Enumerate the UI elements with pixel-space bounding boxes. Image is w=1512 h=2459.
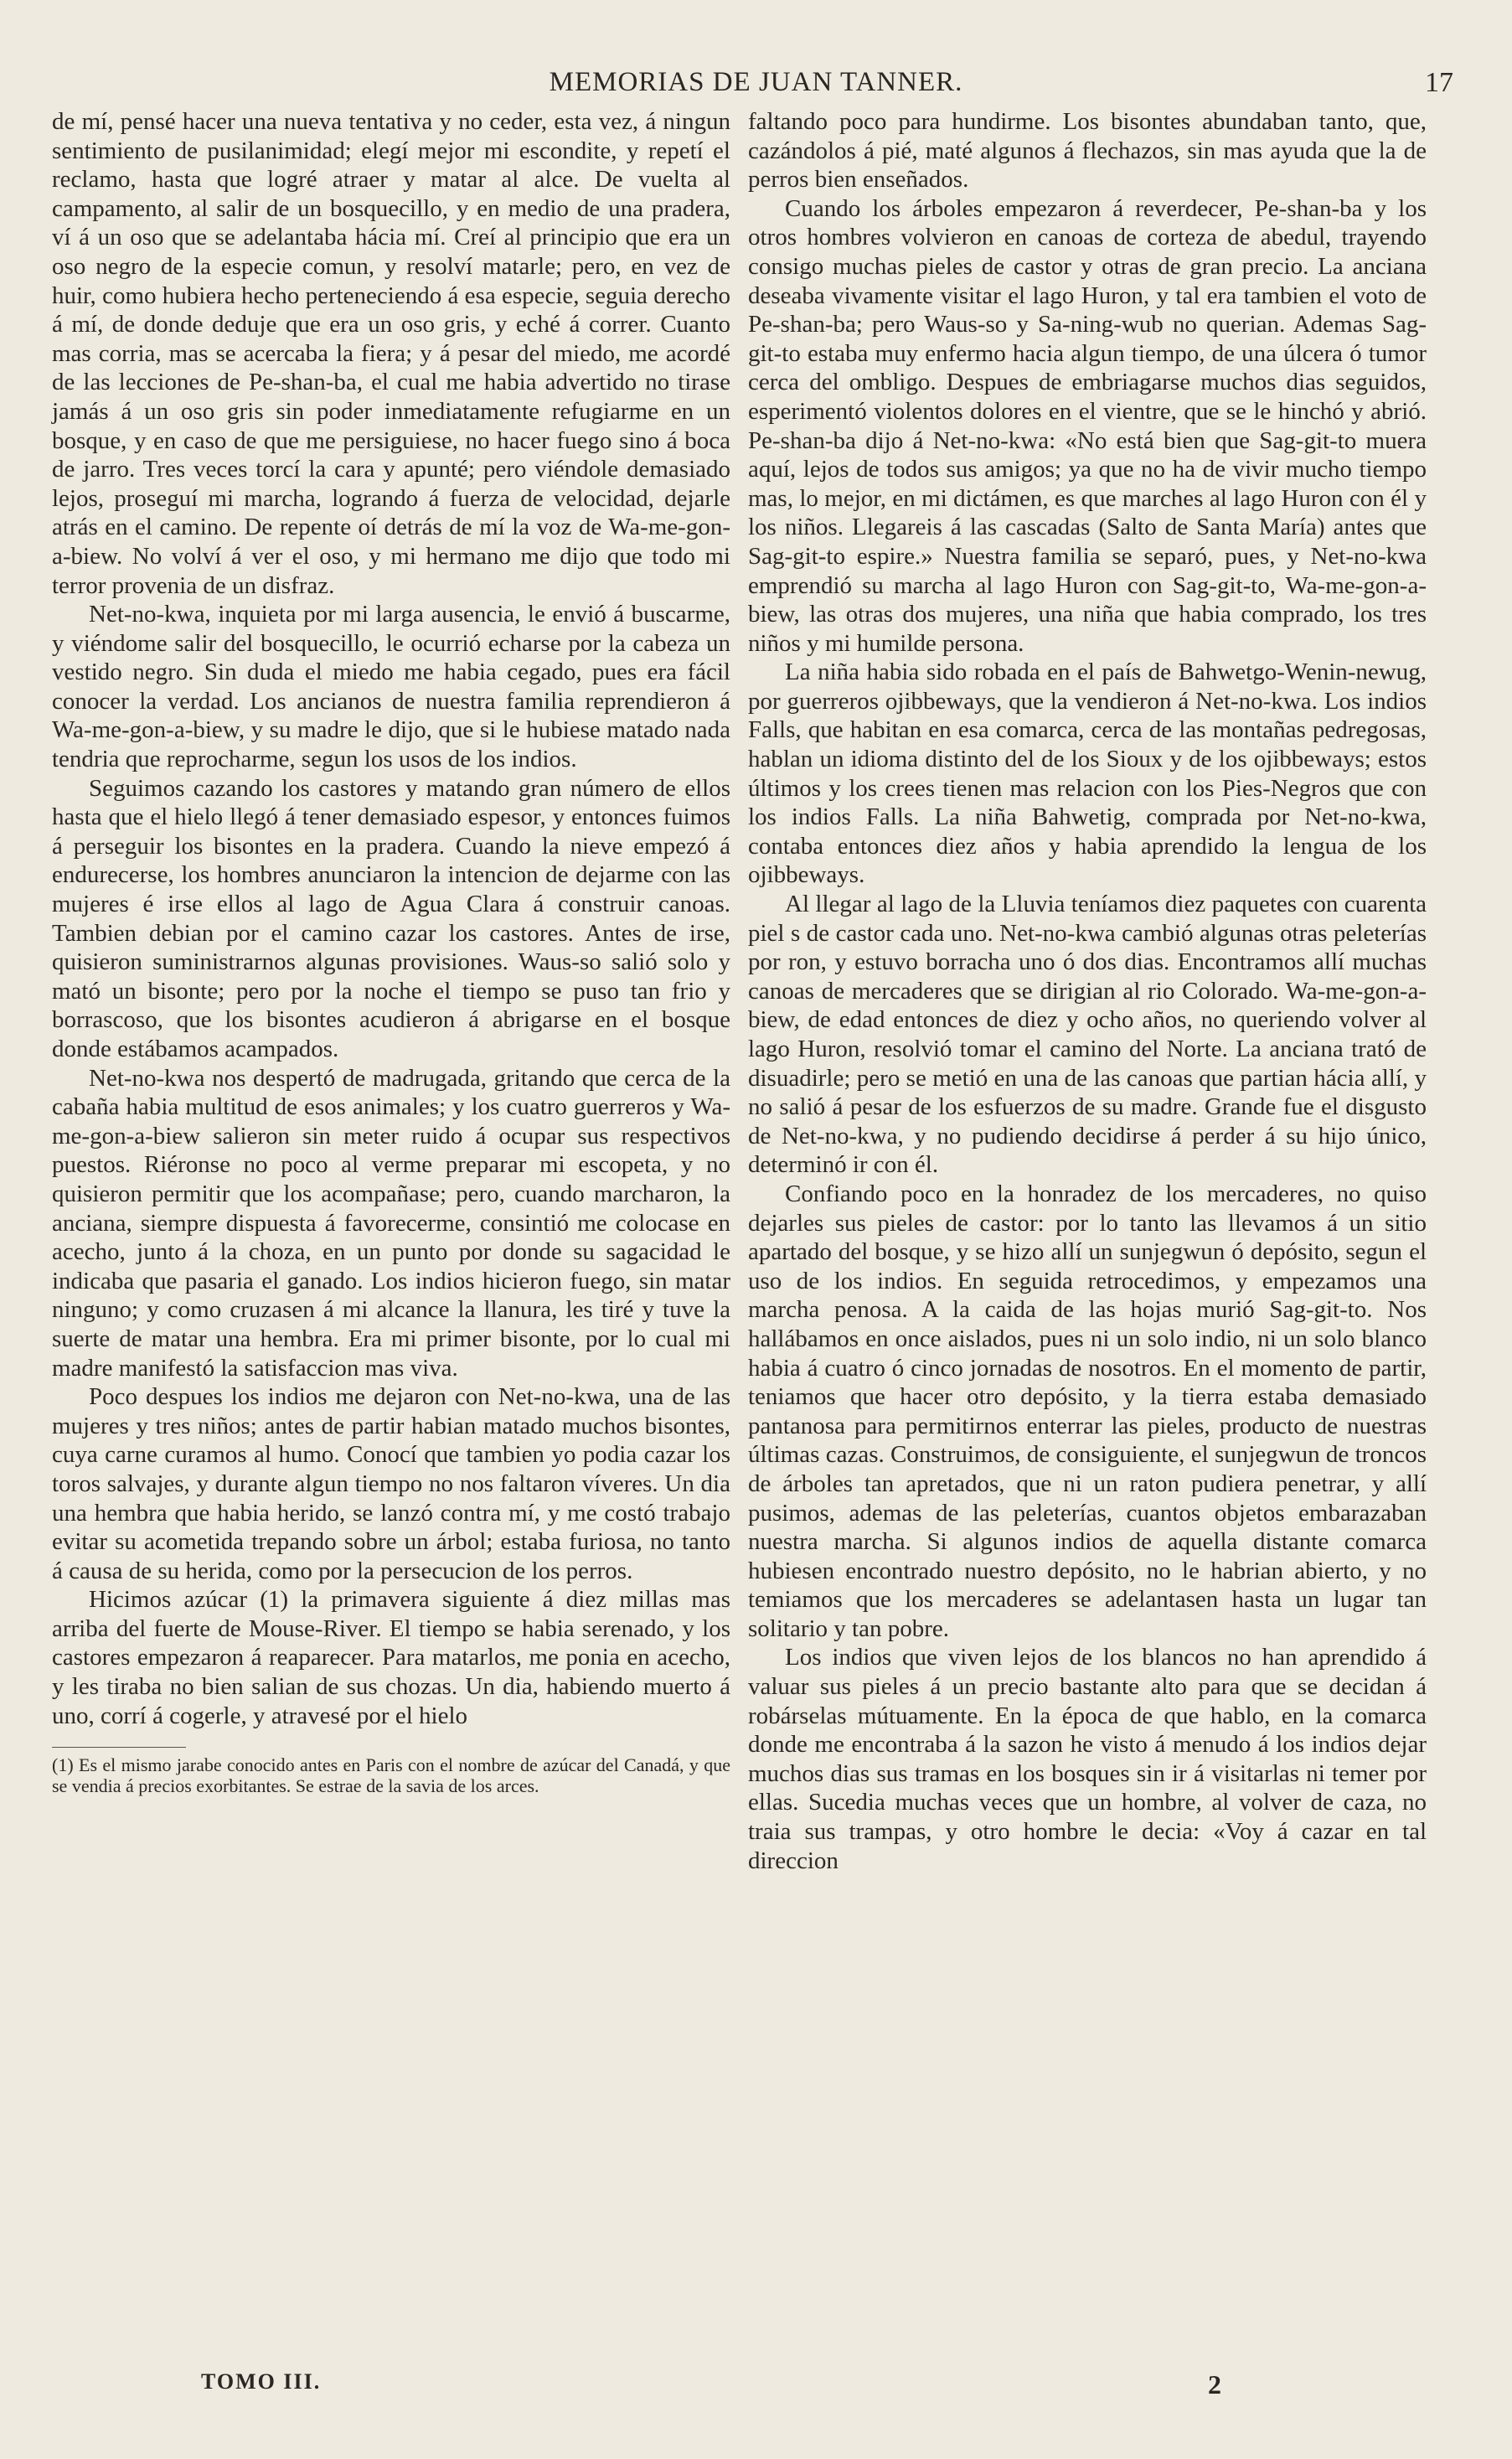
paragraph: Net-no-kwa nos despertó de madrugada, gritando que cerca de la cabaña habia multitud de esos animales; y los cuatro guerreros y Wa-me-gon-a-biew salieron sin meter ruido á ocupar sus respectivos puestos. Riéronse no poco al verme preparar mi escopeta, y no quisieron permitir que los acompañase; pero, cuando marcharon, la anciana, siempre dispuesta á favorecerme, consintió me colocase en acecho, junto á la choza, en un punto por donde su sagacidad le indicaba que pasaria el ganado. Los indios hicieron fuego, sin matar ninguno; y como cruzasen á mi alcance la llanura, les tiré y tuve la suerte de matar una hembra. Era mi primer bisonte, por lo cual mi madre manifestó la satisfaccion mas viva.: [52, 1064, 730, 1382]
running-title: MEMORIAS DE JUAN TANNER.: [549, 67, 963, 97]
right-column: [748, 107, 1427, 2353]
paragraph: Al llegar al lago de la Lluvia teníamos diez paquetes con cuarenta piel s de castor cada uno. Net-no-kwa cambió algunas otras peleterías por ron, y estuvo borracha uno ó dos dias. Encontramos allí muchas canoas de mercaderes que se dirigian al rio Colorado. Wa-me-gon-a-biew, de edad entonces de diez y ocho años, no queriendo volver al lago Huron, resolvió tomar el camino del Norte. La anciana trató de disuadirle; pero se metió en una de las canoas que partian hácia allí, y no salió á pesar de los esfuerzos de su madre. Grande fue el disgusto de Net-no-kwa, y no pudiendo decidirse á perder á su hijo único, determinó ir con él.: [748, 891, 1427, 1179]
paragraph: Poco despues los indios me dejaron con Net-no-kwa, una de las mujeres y tres niños; antes de partir habian matado muchos bisontes, cuya carne curamos al humo. Conocí que tambien yo podia cazar los toros salvajes, y durante algun tiempo no nos faltaron víveres. Un dia una hembra que habia herido, se lanzó contra mí, y me costó trabajo evitar su acometida trepando sobre un árbol; estaba furiosa, no tanto á causa de su herida, como por la persecucion de los perros.: [52, 1383, 730, 1584]
footnote-divider: [52, 1747, 186, 1748]
volume-label: TOMO III.: [201, 2369, 322, 2394]
paragraph: de mí, pensé hacer una nueva tentativa y no ceder, esta vez, á ningun sentimiento de pusilanimidad; elegí mejor mi escondite, y repetí el reclamo, hasta que logré atraer y matar al alce. De vuelta al campamento, al salir de un bosquecillo, y en medio de una pradera, ví á un oso que se adelantaba hácia mí. Creí al principio que era un oso negro de la especie comun, y resolví matarle; pero, en vez de huir, como hubiera hecho perteneciendo á esa especie, seguia derecho á mí, de donde deduje que era un oso gris, y eché á correr. Cuanto mas corria, mas se acercaba la fiera; y á pesar del miedo, me acordé de las lecciones de Pe-shan-ba, el cual me habia advertido no tirase jamás á un oso gris sin poder inmediatamente refugiarme en un bosque, y en caso de que me persiguiese, no hacer fuego sino á boca de jarro. Tres veces torcí la cara y apunté; pero viéndole demasiado lejos, proseguí mi marcha, logrando á fuerza de velocidad, dejarle atrás en el camino. De repente oí detrás de mí la voz de Wa-me-gon-a-biew. No volví á ver el oso, y mi hermano me dijo que todo mi terror provenia de un disfraz.: [52, 108, 730, 599]
page-number: 17: [1425, 67, 1453, 98]
paragraph: La niña habia sido robada en el país de Bahwetgo-Wenin-newug, por guerreros ojibbeways, que la vendieron á Net-no-kwa. Los indios Falls, que habitan en esa comarca, cerca de las montañas pedregosas, hablan un idioma distinto del de los Sioux y de los ojibbeways; estos últimos y los crees tienen mas relacion con los Pies-Negros que con los indios Falls. La niña Bahwetig, comprada por Net-no-kwa, contaba entonces diez años y habia aprendido la lengua de los ojibbeways.: [748, 659, 1427, 889]
paragraph: Hicimos azúcar (1) la primavera siguiente á diez millas mas arriba del fuerte de Mouse-River. El tiempo se habia serenado, y los castores empezaron á reaparecer. Para matarlos, me ponia en acecho, y les tiraba no bien salian de sus chozas. Un dia, habiendo muerto á uno, corrí á cogerle, y atravesé por el hielo: [52, 1586, 730, 1729]
paragraph: faltando poco para hundirme. Los bisontes abundaban tanto, que, cazándolos á pié, maté algunos á flechazos, sin mas ayuda que la de perros bien enseñados.: [748, 108, 1427, 194]
paragraph: Los indios que viven lejos de los blancos no han aprendido á valuar sus pieles á un precio bastante alto para que se decidan á robárselas mútuamente. En la época de que hablo, en la comarca donde me encontraba á la sazon he visto á menudo á los indios dejar muchos dias sus tramas en los bosques sin ir á visitarlas ni temer por ellas. Sucedia muchas veces que un hombre, al volver de caza, no traia sus trampas, y otro hombre le decia: «Voy á cazar en tal direccion: [748, 1644, 1427, 1874]
paragraph: Confiando poco en la honradez de los mercaderes, no quiso dejarles sus pieles de castor: por lo tanto las llevamos á un sitio apartado del bosque, y se hizo allí un sunjegwun ó depósito, segun el uso de los indios. En seguida retrocedimos, y empezamos una marcha penosa. A la caida de las hojas murió Sag-git-to. Nos hallábamos en once aislados, pues ni un solo indio, ni un solo blanco habia á cuatro ó cinco jornadas de nosotros. En el momento de partir, teniamos que hacer otro depósito, y la tierra estaba demasiado pantanosa para permitirnos enterrar las pieles, producto de nuestras últimas cazas. Construimos, de consiguiente, el sunjegwun de troncos de árboles tan apretados, que ni un raton pudiera penetrar, y allí pusimos, ademas de las peleterías, cuantos objetos embarazaban nuestra marcha. Si algunos indios de aquella distante comarca hubiesen encontrado nuestro depósito, no le habrian abierto, y no temiamos que los mercaderes se adelantasen hasta un lugar tan solitario y tan pobre.: [748, 1180, 1427, 1642]
page-header: [0, 59, 1512, 109]
paragraph: Net-no-kwa, inquieta por mi larga ausencia, le envió á buscarme, y viéndome salir del bosquecillo, le ocurrió echarse por la cabeza un vestido negro. Sin duda el miedo me habia cegado, pues era fácil conocer la verdad. Los ancianos de nuestra familia reprendieron á Wa-me-gon-a-biew, y su madre le dijo, que si le hubiese matado nada tendria que reprocharme, segun los usos de los indios.: [52, 601, 730, 773]
left-column: [52, 107, 730, 2353]
paragraph: Cuando los árboles empezaron á reverdecer, Pe-shan-ba y los otros hombres volvieron en canoas de corteza de abedul, trayendo consigo muchas pieles de castor y otras de gran precio. La anciana deseaba vivamente visitar el lago Huron, y tal era tambien el voto de Pe-shan-ba; pero Waus-so y Sa-ning-wub no querian. Ademas Sag-git-to estaba muy enfermo hacia algun tiempo, de una úlcera ó tumor cerca del ombligo. Despues de embriagarse muchos dias seguidos, esperimentó violentos dolores en el vientre, que se le hinchó y abrió. Pe-shan-ba dijo á Net-no-kwa: «No está bien que Sag-git-to muera aquí, lejos de todos sus amigos; ya que no ha de vivir mucho tiempo mas, lo mejor, en mi dictámen, es que marches al lago Huron con él y los niños. Llegareis á las cascadas (Salto de Santa María) antes que Sag-git-to espire.» Nuestra familia se separó, pues, y Net-no-kwa emprendió su marcha al lago Huron con Sag-git-to, Wa-me-gon-a-biew, las otras dos mujeres, una niña que habia comprado, los tres niños y mi humilde persona.: [748, 194, 1427, 657]
footnote: (1) Es el mismo jarabe conocido antes en Paris con el nombre de azúcar del Canadá, y que se vendia á precios exorbitantes. Se estrae de la savia de los arces.: [52, 1754, 730, 1797]
paragraph: Seguimos cazando los castores y matando gran número de ellos hasta que el hielo llegó á tener demasiado espesor, y entonces fuimos á perseguir los bisontes en la pradera. Cuando la nieve empezó á endurecerse, los hombres anunciaron la intencion de dejarme con las mujeres é irse ellos al lago de Agua Clara á construir canoas. Tambien debian por el camino cazar los castores. Antes de irse, quisieron suministrarnos algunas provisiones. Waus-so salió solo y mató un bisonte; pero por la noche el tiempo se puso tan frio y borrascoso, que los bisontes acudieron á abrigarse en el bosque donde estábamos acampados.: [52, 774, 730, 1062]
signature-mark: 2: [1208, 2369, 1221, 2400]
